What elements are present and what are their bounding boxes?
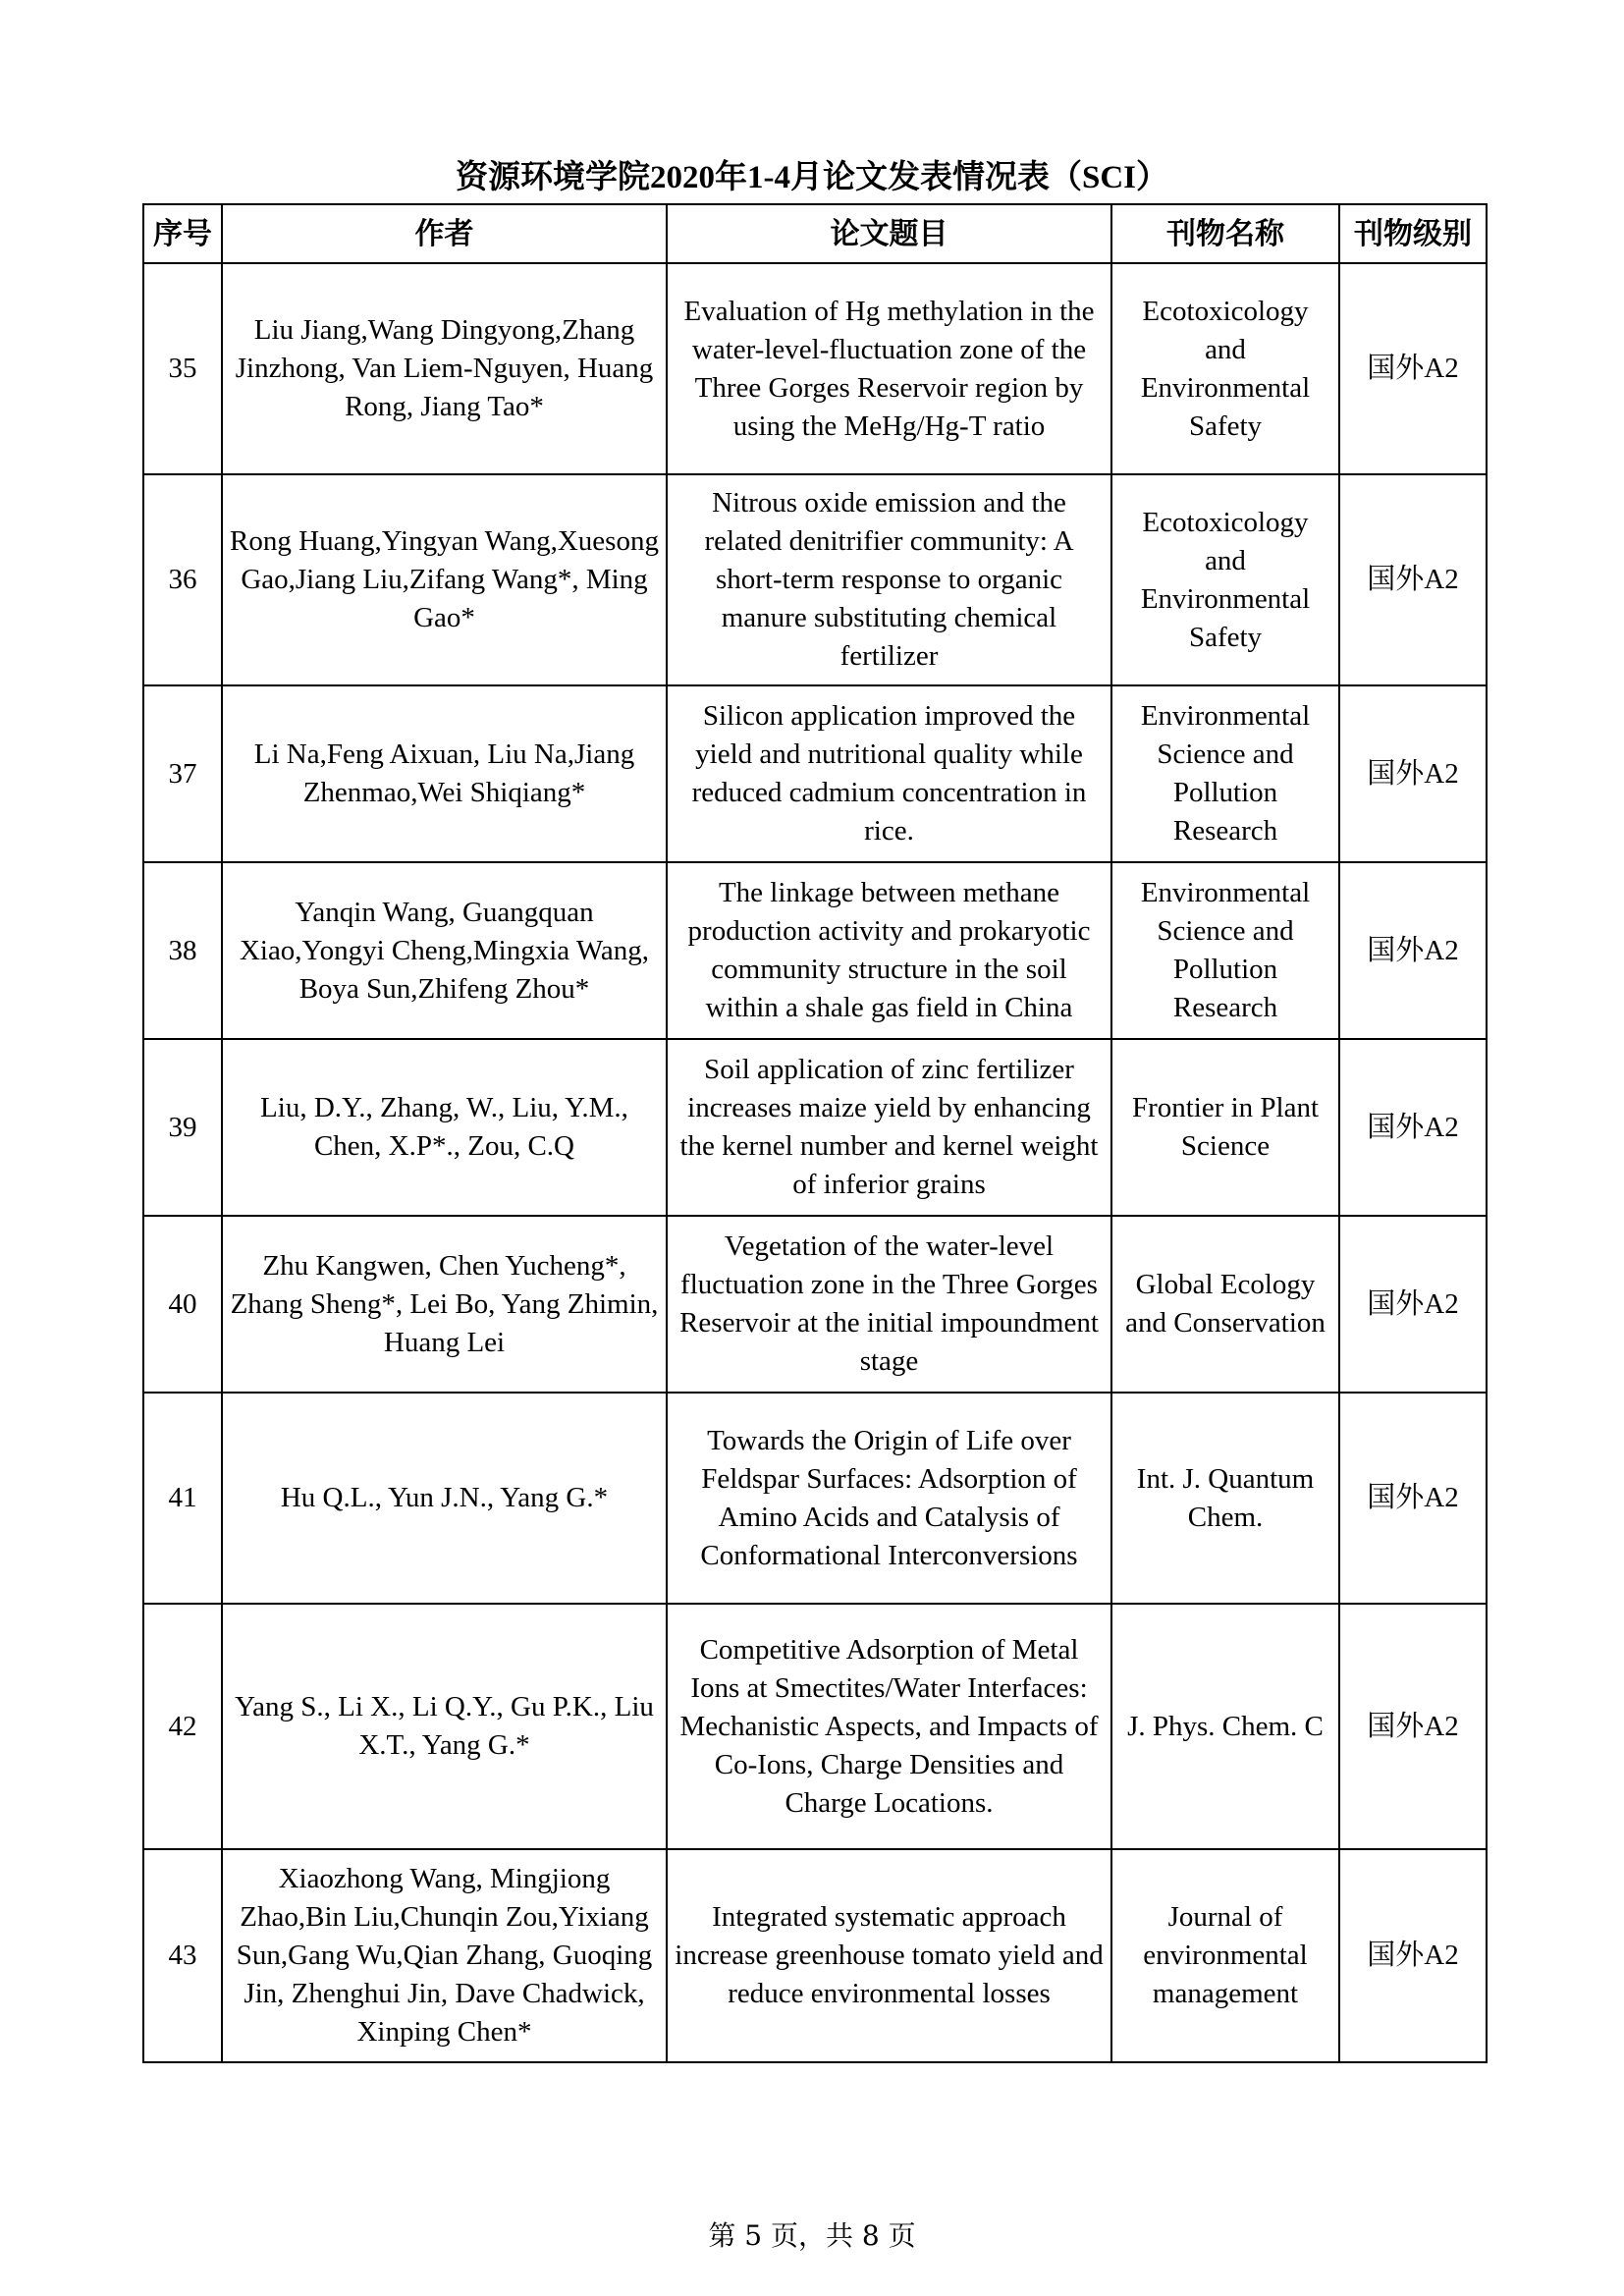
cell-level: 国外A2: [1339, 474, 1487, 685]
table-row: [143, 1039, 1487, 1216]
header-journal-level: 刊物级别: [1339, 204, 1487, 263]
cell-number: 36: [143, 474, 222, 685]
cell-journal: Ecotoxicology and Environmental Safety: [1111, 474, 1339, 685]
header-authors: 作者: [222, 204, 667, 263]
cell-number: 40: [143, 1216, 222, 1393]
cell-paper-title: Towards the Origin of Life over Feldspar Surfaces: Adsorption of Amino Acids and Catalysis of Conformational Interconversions: [667, 1393, 1111, 1604]
cell-paper-title: Silicon application improved the yield and nutritional quality while reduced cadmium concentration in rice.: [667, 685, 1111, 862]
cell-journal: Global Ecology and Conservation: [1111, 1216, 1339, 1393]
header-paper-title: 论文题目: [667, 204, 1111, 263]
cell-paper-title: Evaluation of Hg methylation in the water-level-fluctuation zone of the Three Gorges Reservoir region by using the MeHg/Hg-T ratio: [667, 263, 1111, 474]
cell-number: 38: [143, 862, 222, 1039]
table-row: [143, 263, 1487, 474]
cell-paper-title: Soil application of zinc fertilizer increases maize yield by enhancing the kernel number and kernel weight of inferior grains: [667, 1039, 1111, 1216]
cell-paper-title: Nitrous oxide emission and the related denitrifier community: A short-term response to organic manure substituting chemical fertilizer: [667, 474, 1111, 685]
cell-journal: Ecotoxicology and Environmental Safety: [1111, 263, 1339, 474]
table-row: [143, 1849, 1487, 2062]
cell-level: 国外A2: [1339, 1849, 1487, 2062]
publication-table: [142, 203, 1488, 2063]
cell-journal: Environmental Science and Pollution Research: [1111, 862, 1339, 1039]
cell-level: 国外A2: [1339, 862, 1487, 1039]
cell-authors: Li Na,Feng Aixuan, Liu Na,Jiang Zhenmao,Wei Shiqiang*: [222, 685, 667, 862]
table-row: [143, 685, 1487, 862]
cell-level: 国外A2: [1339, 1604, 1487, 1849]
cell-journal: Journal of environmental management: [1111, 1849, 1339, 2062]
cell-number: 37: [143, 685, 222, 862]
cell-paper-title: Integrated systematic approach increase greenhouse tomato yield and reduce environmental losses: [667, 1849, 1111, 2062]
header-serial-number: 序号: [143, 204, 222, 263]
cell-authors: Hu Q.L., Yun J.N., Yang G.*: [222, 1393, 667, 1604]
table-row: [143, 474, 1487, 685]
cell-level: 国外A2: [1339, 1216, 1487, 1393]
table-row: [143, 862, 1487, 1039]
cell-level: 国外A2: [1339, 1393, 1487, 1604]
cell-number: 39: [143, 1039, 222, 1216]
page-title: 资源环境学院2020年1-4月论文发表情况表（SCI）: [455, 160, 1169, 195]
cell-journal: Frontier in Plant Science: [1111, 1039, 1339, 1216]
cell-paper-title: The linkage between methane production activity and prokaryotic community structure in the soil within a shale gas field in China: [667, 862, 1111, 1039]
cell-number: 35: [143, 263, 222, 474]
cell-journal: J. Phys. Chem. C: [1111, 1604, 1339, 1849]
cell-number: 41: [143, 1393, 222, 1604]
page-footer: 第 5 页，共 8 页: [708, 2219, 916, 2252]
cell-paper-title: Competitive Adsorption of Metal Ions at Smectites/Water Interfaces: Mechanistic Aspects, and Impacts of Co-Ions, Charge Densities and Charge Locations.: [667, 1604, 1111, 1849]
cell-authors: Xiaozhong Wang, Mingjiong Zhao,Bin Liu,Chunqin Zou,Yixiang Sun,Gang Wu,Qian Zhang, Guoqing Jin, Zhenghui Jin, Dave Chadwick, Xinping Chen*: [222, 1849, 667, 2062]
cell-paper-title: Vegetation of the water-level fluctuation zone in the Three Gorges Reservoir at the initial impoundment stage: [667, 1216, 1111, 1393]
cell-journal: Environmental Science and Pollution Research: [1111, 685, 1339, 862]
table-row: [143, 1216, 1487, 1393]
cell-authors: Zhu Kangwen, Chen Yucheng*, Zhang Sheng*, Lei Bo, Yang Zhimin, Huang Lei: [222, 1216, 667, 1393]
cell-authors: Yanqin Wang, Guangquan Xiao,Yongyi Cheng,Mingxia Wang, Boya Sun,Zhifeng Zhou*: [222, 862, 667, 1039]
cell-authors: Liu, D.Y., Zhang, W., Liu, Y.M., Chen, X.P*., Zou, C.Q: [222, 1039, 667, 1216]
cell-number: 42: [143, 1604, 222, 1849]
header-journal-name: 刊物名称: [1111, 204, 1339, 263]
cell-journal: Int. J. Quantum Chem.: [1111, 1393, 1339, 1604]
cell-level: 国外A2: [1339, 685, 1487, 862]
cell-number: 43: [143, 1849, 222, 2062]
cell-level: 国外A2: [1339, 263, 1487, 474]
cell-authors: Liu Jiang,Wang Dingyong,Zhang Jinzhong, Van Liem-Nguyen, Huang Rong, Jiang Tao*: [222, 263, 667, 474]
cell-level: 国外A2: [1339, 1039, 1487, 1216]
table-header-row: [143, 204, 1487, 263]
table-row: [143, 1393, 1487, 1604]
cell-authors: Rong Huang,Yingyan Wang,Xuesong Gao,Jiang Liu,Zifang Wang*, Ming Gao*: [222, 474, 667, 685]
table-row: [143, 1604, 1487, 1849]
cell-authors: Yang S., Li X., Li Q.Y., Gu P.K., Liu X.T., Yang G.*: [222, 1604, 667, 1849]
